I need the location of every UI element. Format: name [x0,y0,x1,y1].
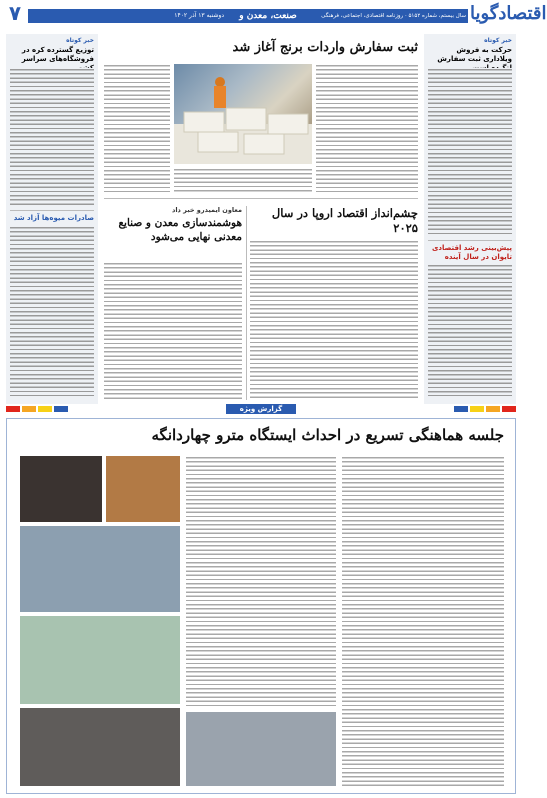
rice-sacks-illustration [174,64,312,164]
color-chip [6,406,20,412]
lead-story-title: ثبت سفارش واردات برنج آغاز شد [232,40,418,55]
left-box1-body [10,68,94,206]
feature-title: جلسه هماهنگی تسریع در احداث ایستگاه مترو چهاردانگه [151,426,504,444]
feature-photo-building [106,456,180,522]
lead-story-body-center [174,168,312,192]
color-chip [454,406,468,412]
page-header [0,0,547,35]
lead-story-body-left [104,64,170,192]
right-box1-body [428,68,512,236]
color-chip [22,406,36,412]
right-box1-tag: خبر کوتاه [484,37,512,44]
newspaper-logo: اقتصادگویا [470,3,547,24]
feature-photo-meeting [20,526,180,612]
page-number: ۷ [4,2,26,24]
left-box1-title: توزیع گسترده کره در فروشگاه‌های سراسر [21,46,94,63]
color-chip [38,406,52,412]
mining-story-title: هوشمندسازی معدن و صنایع معدنی نهایی می‌شود [118,217,242,243]
feature-photo-officials [20,708,180,786]
column-rule [246,206,247,400]
divider [104,198,418,199]
europe-story-body [250,240,418,400]
feature-body-middle [186,456,336,706]
left-box2-body [10,226,94,396]
right-box2-body [428,264,512,396]
color-chip [502,406,516,412]
feature-band-label: گزارش ویژه [226,404,296,414]
right-sidebar [424,34,516,404]
right-box1-title: حرکت‌ به فروش ویلاداری ثبت سفارش [437,46,512,63]
issue-meta: سال بیستم، شماره ۵۱۵۲ · روزنامه اقتصادی، اجتماعی، فرهنگی [321,13,466,19]
color-chip [486,406,500,412]
issue-date: دوشنبه ۱۳ آذر ۱۴۰۲ [174,12,224,19]
feature-photo-group [20,616,180,704]
lead-story-photo [174,64,312,164]
left-sidebar [6,34,98,404]
section-title: صنعت، معدن و تجارت [239,11,297,35]
feature-body-right [342,456,504,786]
left-box2-title: صادرات میوه‌ها آزاد شد [13,214,94,222]
feature-photo-conference [186,712,336,786]
right-box2-title: پیش‌بینی رشد اقتصادی تایوان در سال آینده [431,244,512,261]
mining-story-body [104,262,242,400]
mining-story-kicker: معاون ایمیدرو خبر داد [171,206,242,214]
left-box1-tag: خبر کوتاه [66,37,94,44]
divider [428,240,512,241]
europe-story-title: چشم‌انداز اقتصاد اروپا در سال ۲۰۲۵ [271,206,418,235]
color-chip [54,406,68,412]
lead-story-body-right [316,64,418,192]
divider [10,210,94,211]
color-chip [470,406,484,412]
feature-photo-portrait [20,456,102,522]
